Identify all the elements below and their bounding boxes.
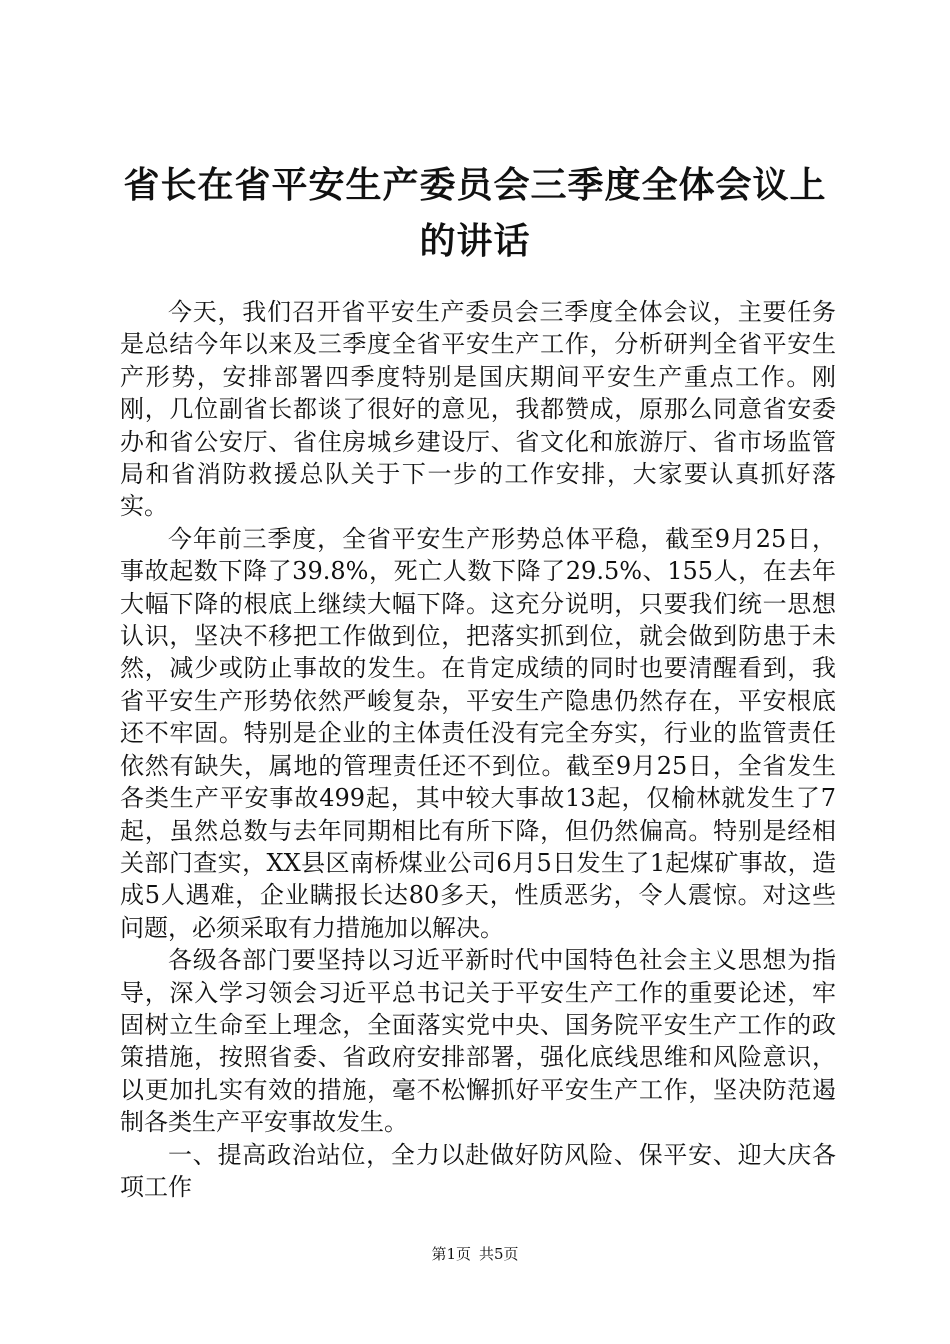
paragraph-3: 各级各部门要坚持以习近平新时代中国特色社会主义思想为指导，深入学习领会习近平总书记关于平安生产工作的重要论述，牢固树立生命至上理念，全面落实党中央、国务院平安生产工作的政策措施，按照省委、省政府安排部署，强化底线思维和风险意识，以更加扎实有效的措施，毫不松懈抓好平安生产工作，坚决防范遏制各类生产平安事故发生。 <box>120 946 836 1137</box>
section-heading-1: 一、提高政治站位，全力以赴做好防风险、保平安、迎大庆各项工作 <box>120 1140 836 1201</box>
page-footer <box>0 1244 950 1264</box>
page-total: 共5页 <box>479 1245 519 1263</box>
page-number: 第1页 <box>431 1245 471 1263</box>
paragraph-2: 今年前三季度，全省平安生产形势总体平稳，截至9月25日，事故起数下降了39.8%，死亡人数下降了29.5%、155人，在去年大幅下降的根底上继续大幅下降。这充分说明，只要我们统一思想认识，坚决不移把工作做到位，把落实抓到位，就会做到防患于未然，减少或防止事故的发生。在肯定成绩的同时也要清醒看到，我省平安生产形势依然严峻复杂，平安生产隐患仍然存在，平安根底还不牢固。特别是企业的主体责任没有完全夯实，行业的监管责任依然有缺失，属地的管理责任还不到位。截至9月25日，全省发生各类生产平安事故499起，其中较大事故13起，仅榆林就发生了7起，虽然总数与去年同期相比有所下降，但仍然偏高。特别是经相关部门查实，XX县区南桥煤业公司6月5日发生了1起煤矿事故，造成5人遇难，企业瞒报长达80多天，性质恶劣，令人震惊。对这些问题，必须采取有力措施加以解决。 <box>120 524 836 942</box>
paragraph-1: 今天，我们召开省平安生产委员会三季度全体会议，主要任务是总结今年以来及三季度全省平安生产工作，分析研判全省平安生产形势，安排部署四季度特别是国庆期间平安生产重点工作。刚刚，几位副省长都谈了很好的意见，我都赞成，原那么同意省安委办和省公安厅、省住房城乡建设厅、省文化和旅游厅、省市场监管局和省消防救援总队关于下一步的工作安排，大家要认真抓好落实。 <box>120 298 836 521</box>
document-title: 省长在省平安生产委员会三季度全体会议上的讲话 <box>123 165 827 262</box>
document-body <box>120 296 836 1203</box>
